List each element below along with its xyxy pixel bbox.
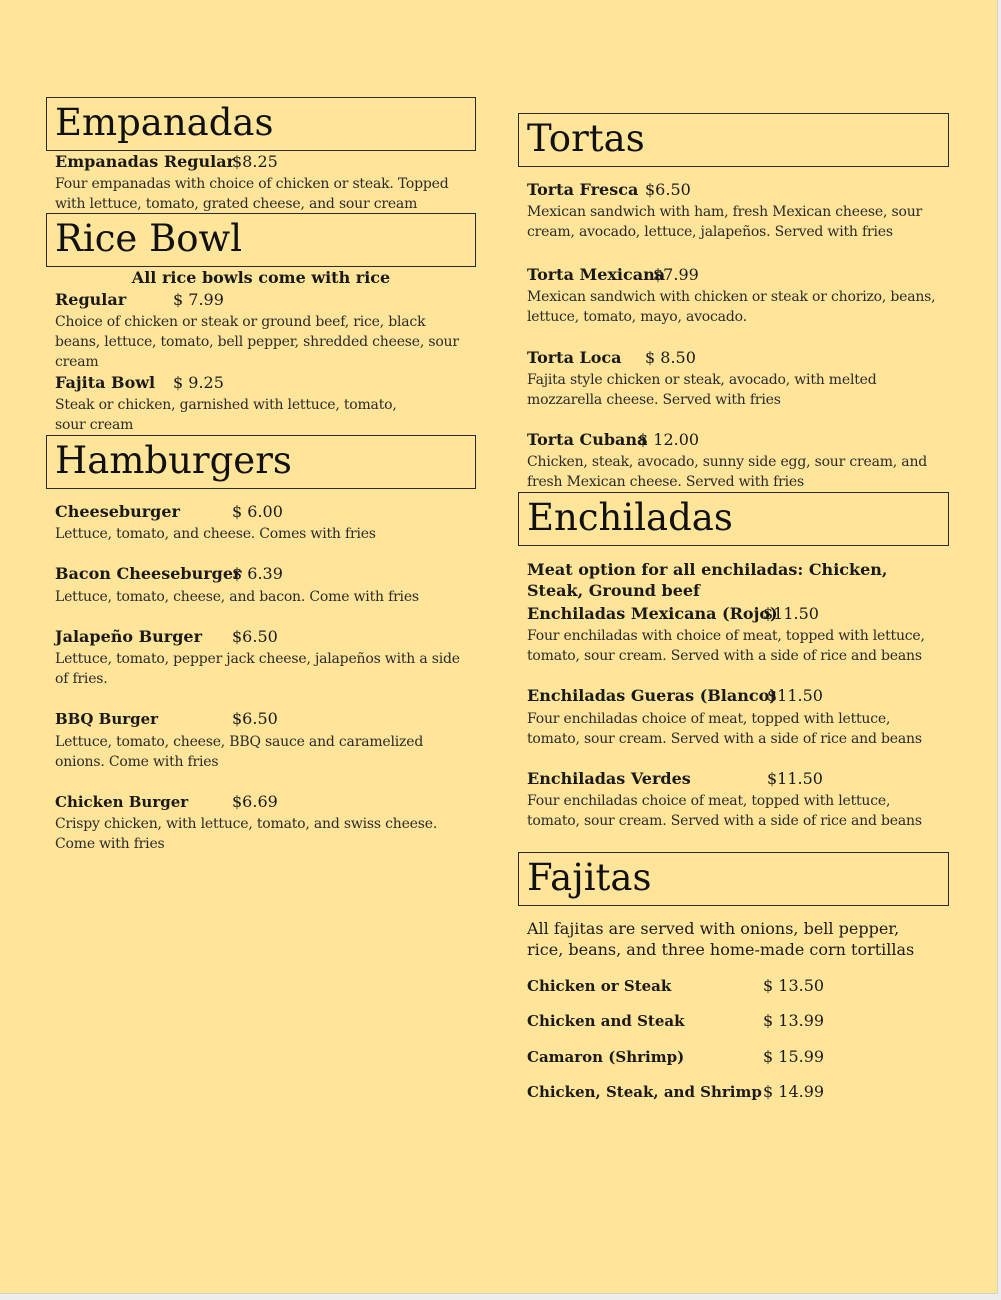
enchiladas-mexicana-price: $11.50 (763, 604, 819, 623)
jalapeno-burger-desc: Lettuce, tomato, pepper jack cheese, jalapeños with a side of fries. (55, 651, 460, 687)
torta-loca-name: Torta Loca (527, 348, 622, 367)
torta-mexicana-name: Torta Mexicana (527, 265, 666, 284)
bacon-cheeseburger-price: $ 6.39 (232, 564, 283, 583)
fajitas-note: All fajitas are served with onions, bell pepper, rice, beans, and three home-made corn tortillas (527, 919, 915, 959)
fajitas-chicken-and-steak-price: $ 13.99 (763, 1011, 825, 1030)
bbq-burger-price: $6.50 (232, 709, 278, 728)
torta-loca-desc: Fajita style chicken or steak, avocado, with melted mozzarella cheese. Served with fries (527, 372, 877, 408)
torta-cubana-desc: Chicken, steak, avocado, sunny side egg, sour cream, and fresh Mexican cheese. Served with fries (527, 454, 928, 490)
fajitas-heading: Fajitas (518, 852, 949, 906)
rice-regular-price: $ 7.99 (173, 290, 224, 309)
rice-bowl-note: All rice bowls come with rice (131, 268, 391, 287)
bacon-cheeseburger-desc: Lettuce, tomato, cheese, and bacon. Come with fries (55, 589, 419, 605)
enchiladas-verdes-desc: Four enchiladas choice of meat, topped with lettuce, tomato, sour cream. Served with a side of rice and beans (527, 793, 922, 829)
enchiladas-gueras-price: $11.50 (767, 686, 823, 705)
fajitas-chicken-steak-shrimp-price: $ 14.99 (763, 1082, 825, 1101)
hamburgers-heading: Hamburgers (46, 435, 476, 489)
chicken-burger-price: $6.69 (232, 792, 278, 811)
enchiladas-verdes-price: $11.50 (767, 769, 823, 788)
torta-cubana-price: $ 12.00 (638, 430, 700, 449)
bbq-burger-desc: Lettuce, tomato, cheese, BBQ sauce and caramelized onions. Come with fries (55, 734, 424, 770)
chicken-burger-desc: Crispy chicken, with lettuce, tomato, and swiss cheese. Come with fries (55, 816, 438, 852)
fajitas-chicken-or-steak-name: Chicken or Steak (527, 977, 672, 995)
fajitas-chicken-and-steak-name: Chicken and Steak (527, 1012, 685, 1030)
enchiladas-verdes-name: Enchiladas Verdes (527, 769, 691, 788)
empanadas-regular-name: Empanadas Regular (55, 152, 235, 171)
torta-cubana-name: Torta Cubana (527, 430, 648, 449)
cheeseburger-price: $ 6.00 (232, 502, 283, 521)
enchiladas-gueras-desc: Four enchiladas choice of meat, topped with lettuce, tomato, sour cream. Served with a side of rice and beans (527, 711, 922, 747)
fajitas-chicken-steak-shrimp-name: Chicken, Steak, and Shrimp (527, 1083, 762, 1101)
chicken-burger-name: Chicken Burger (55, 793, 189, 811)
rice-regular-desc: Choice of chicken or steak or ground beef, rice, black beans, lettuce, tomato, bell pepper, shredded cheese, sour cream (55, 314, 459, 370)
cheeseburger-desc: Lettuce, tomato, and cheese. Comes with fries (55, 526, 376, 542)
rice-regular-name: Regular (55, 290, 127, 309)
jalapeno-burger-price: $6.50 (232, 627, 278, 646)
fajitas-chicken-or-steak-price: $ 13.50 (763, 976, 825, 995)
enchiladas-meat-note: Meat option for all enchiladas: Chicken, Steak, Ground beef (527, 560, 888, 600)
enchiladas-heading: Enchiladas (518, 492, 949, 546)
cheeseburger-name: Cheeseburger (55, 502, 180, 521)
torta-fresca-name: Torta Fresca (527, 180, 639, 199)
jalapeno-burger-name: Jalapeño Burger (55, 627, 203, 646)
tortas-heading: Tortas (518, 113, 949, 167)
empanadas-regular-price: $8.25 (232, 152, 278, 171)
bbq-burger-name: BBQ Burger (55, 710, 159, 728)
rice-bowl-heading: Rice Bowl (46, 213, 476, 267)
fajita-bowl-price: $ 9.25 (173, 373, 224, 392)
torta-mexicana-desc: Mexican sandwich with chicken or steak or chorizo, beans, lettuce, tomato, mayo, avocado. (527, 289, 936, 325)
fajita-bowl-desc: Steak or chicken, garnished with lettuce, tomato, sour cream (55, 397, 397, 433)
enchiladas-mexicana-name: Enchiladas Mexicana (Rojo) (527, 604, 778, 623)
torta-mexicana-price: $7.99 (653, 265, 699, 284)
empanadas-regular-desc: Four empanadas with choice of chicken or steak. Topped with lettuce, tomato, grated cheese, and sour cream (55, 176, 449, 212)
fajita-bowl-name: Fajita Bowl (55, 373, 156, 392)
torta-loca-price: $ 8.50 (645, 348, 696, 367)
enchiladas-mexicana-desc: Four enchiladas with choice of meat, topped with lettuce, tomato, sour cream. Served with a side of rice and beans (527, 628, 925, 664)
empanadas-heading: Empanadas (46, 97, 476, 151)
torta-fresca-price: $6.50 (645, 180, 691, 199)
enchiladas-gueras-name: Enchiladas Gueras (Blanco) (527, 686, 777, 705)
bacon-cheeseburger-name: Bacon Cheeseburger (55, 564, 242, 583)
fajitas-camaron-name: Camaron (Shrimp) (527, 1048, 685, 1066)
fajitas-camaron-price: $ 15.99 (763, 1047, 825, 1066)
torta-fresca-desc: Mexican sandwich with ham, fresh Mexican cheese, sour cream, avocado, lettuce, jalapeños. Served with fries (527, 204, 922, 240)
